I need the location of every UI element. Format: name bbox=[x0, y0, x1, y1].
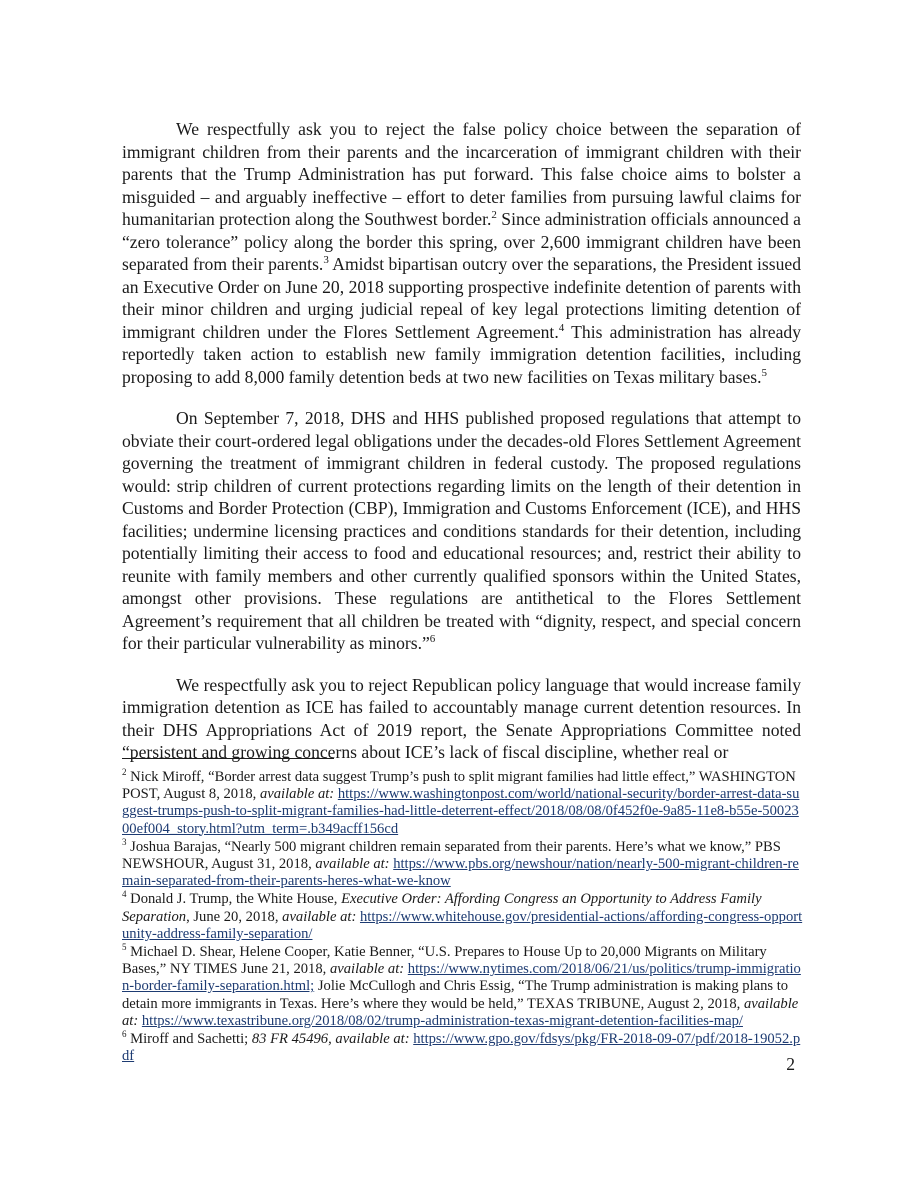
footnote-3: $^3$ Joshua Barajas, “Nearly 500 migrant children remain separated from their parents. Here’s what we know,” PBS NEWSHOUR, August 31, 2018, available at: https://www.pbs.org/newshour/nation/nearly-500-migrant-children-remain-separated-from-their-parents-heres-what-we-know bbox=[122, 836, 799, 890]
citation-link[interactable]: https://www.washingtonpost.com/world/national-security/border-arrest-data-suggest-trumps-push-to-split-migrant-families-had-little-deterrent-effect/2018/08/08/0f452f0e-9a85-11e8-b55e-5002300ef004_story.html?utm_term=.b349acff156cd bbox=[122, 786, 800, 837]
footnote-number: 4 bbox=[122, 889, 127, 900]
footnote-reference: 4 bbox=[558, 321, 565, 334]
italic-text: available at: bbox=[122, 995, 799, 1029]
footnotes bbox=[122, 769, 804, 1066]
footnote-5: $^5$ Michael D. Shear, Helene Cooper, Katie Benner, “U.S. Prepares to House Up to 20,000 Migrants on Military Bases,” NY TIMES June 21, 2018, available at: https://www.nytimes.com/2018/06/21/us/politics/trump-immigration-border-family-separation.html; Jolie McCullogh and Chris Essig, “The Trump administration is making plans to detain more immigrants in Texas. Here’s where they would be held,” TEXAS TRIBUNE, August 2, 2018, available at: https://www.texastribune.org/2018/08/02/trump-administration-texas-migrant-detention-facilities-map/ bbox=[122, 942, 801, 1029]
footnote-reference: 6 bbox=[429, 633, 436, 646]
paragraph: We respectfully ask you to reject Republican policy language that would increase family immigration detention as ICE has failed to accountably manage current detention resources. In their DHS Appropriations Act of 2019 report, the Senate Appropriations Committee noted “persistent and growing concerns about ICE’s lack of fiscal discipline, whether real or bbox=[122, 674, 801, 762]
citation-link[interactable]: https://www.texastribune.org/2018/08/02/trump-administration-texas-migrant-detention-facilities-map/ bbox=[141, 1012, 743, 1029]
italic-text: 83 FR 45496 bbox=[251, 1031, 329, 1048]
italic-text: available at: bbox=[329, 961, 405, 978]
footnote-divider bbox=[122, 758, 334, 759]
footnote-number: 5 bbox=[122, 942, 127, 953]
citation-link[interactable]: https://www.gpo.gov/fdsys/pkg/FR-2018-09-07/pdf/2018-19052.pdf bbox=[122, 1031, 801, 1065]
citation-link[interactable]: https://www.whitehouse.gov/presidential-actions/affording-congress-opportunity-address-family-separation/ bbox=[122, 908, 803, 942]
italic-text: available at: bbox=[282, 908, 357, 925]
footnote-reference: 3 bbox=[323, 254, 329, 267]
paragraph: On September 7, 2018, DHS and HHS published proposed regulations that attempt to obviate their court-ordered legal obligations under the decades-old Flores Settlement Agreement governing the treatment of immigrant children in federal custody. The proposed regulations would: strip children of current protections regarding limits on the length of their detention in Customs and Border Protection (CBP), Immigration and Customs Enforcement (ICE), and HHS facilities; undermine licensing practices and conditions standards for their detention, including potentially limiting their access to food and educational resources; and, restrict their ability to reunite with family members and other currently qualified sponsors within the United States, amongst other provisions. These regulations are antithetical to the Flores Settlement Agreement’s requirement that all children be treated with “dignity, respect, and special concern for their particular vulnerability as minors.”$^6$ bbox=[122, 408, 801, 653]
italic-text: available at: bbox=[335, 1031, 410, 1048]
italic-text: Executive Order: Affording Congress an Opportunity to Address Family Separation bbox=[122, 891, 762, 925]
page-number: 2 bbox=[786, 1054, 795, 1074]
footnote-number: 6 bbox=[122, 1029, 127, 1040]
italic-text: available at: bbox=[315, 856, 390, 873]
citation-link[interactable]: https://www.pbs.org/newshour/nation/nearly-500-migrant-children-remain-separated-from-their-parents-heres-what-we-know bbox=[122, 856, 799, 890]
footnote-6: $^6$ Miroff and Sachetti; 83 FR 45496, available at: https://www.gpo.gov/fdsys/pkg/FR-2018-09-07/pdf/2018-19052.pdf bbox=[122, 1029, 801, 1065]
body-text bbox=[122, 118, 801, 764]
footnote-reference: 2 bbox=[491, 209, 497, 222]
footnote-2: $^2$ Nick Miroff, “Border arrest data suggest Trump’s push to split migrant families had little effect,” WASHINGTON POST, August 8, 2018, available at: https://www.washingtonpost.com/world/national-security/border-arrest-data-suggest-trumps-push-to-split-migrant-families-had-little-deterrent-effect/2018/08/08/0f452f0e-9a85-11e8-b55e-5002300ef004_story.html?utm_term=.b349acff156cd bbox=[122, 767, 800, 837]
footnote-4: $^4$ Donald J. Trump, the White House, Executive Order: Affording Congress an Opportunity to Address Family Separation, June 20, 2018, available at: https://www.whitehouse.gov/presidential-actions/affording-congress-opportunity-address-family-separation/ bbox=[122, 889, 803, 942]
footnote-number: 3 bbox=[122, 836, 127, 847]
italic-text: available at: bbox=[259, 786, 335, 803]
paragraph: We respectfully ask you to reject the false policy choice between the separation of immigrant children from their parents and the incarceration of immigrant children with their parents that the Trump Administration has put forward. This false choice aims to bolster a misguided – and arguably ineffective – effort to deter families from pursuing lawful claims for humanitarian protection along the Southwest border.$^2$ Since administration officials announced a “zero tolerance” policy along the border this spring, over 2,600 immigrant children have been separated from their parents.$^3$ Amidst bipartisan outcry over the separations, the President issued an Executive Order on June 20, 2018 supporting prospective indefinite detention of parents with their minor children and urging judicial repeal of key legal protections limiting detention of immigrant children under the Flores Settlement Agreement.$^4$ This administration has already reportedly taken action to establish new family immigration detention facilities, including proposing to add 8,000 family detention beds at two new facilities on Texas military bases.$^5$ bbox=[122, 119, 801, 387]
citation-link[interactable]: https://www.nytimes.com/2018/06/21/us/politics/trump-immigration-border-family-separation.html; bbox=[122, 961, 801, 995]
footnote-number: 2 bbox=[122, 767, 127, 778]
footnote-reference: 5 bbox=[761, 366, 768, 379]
